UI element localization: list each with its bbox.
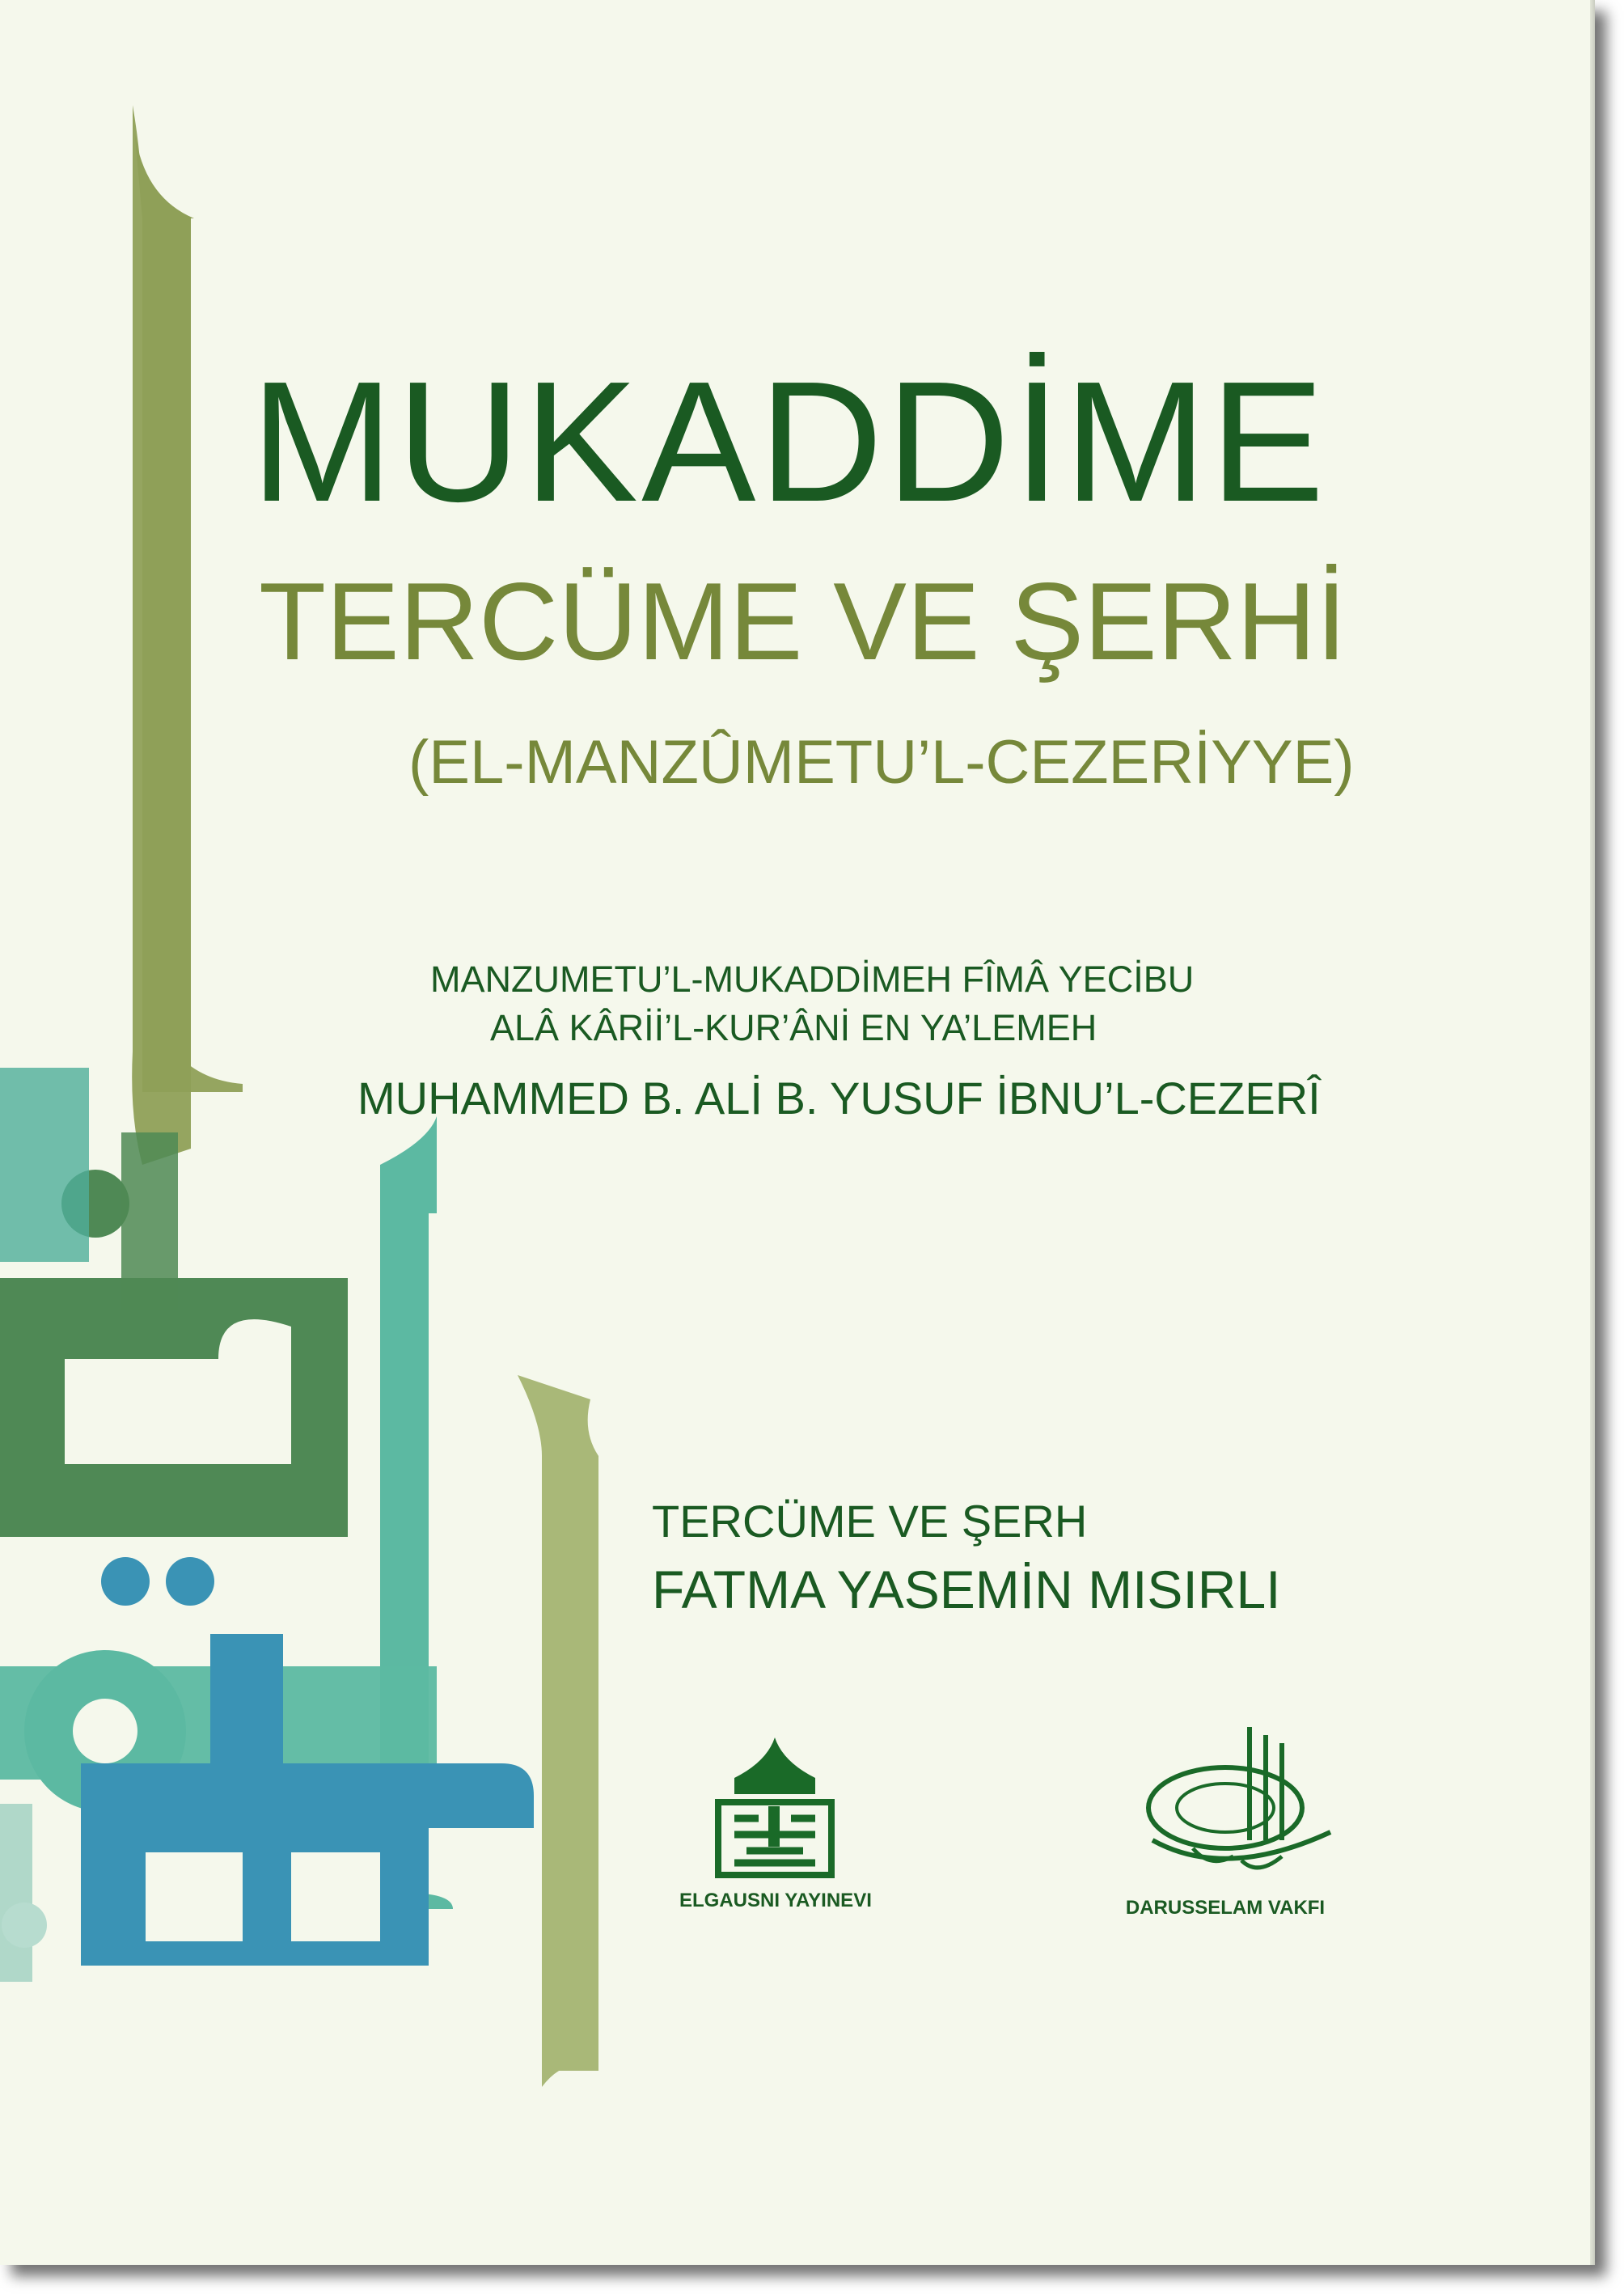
tughra-seal-logo	[1128, 1719, 1339, 1889]
blue-dot-1	[101, 1557, 150, 1606]
teal-top-curve	[380, 1116, 437, 1213]
olive-alif-body	[142, 218, 191, 1092]
dark-green-cutout	[65, 1359, 291, 1464]
alternate-title: (EL-MANZÛMETU’L-CEZERİYYE)	[408, 728, 1355, 797]
publisher-right-name: DARUSSELAM VAKFI	[1125, 1897, 1326, 1919]
translation-label: TERCÜME VE ŞERH	[652, 1496, 1088, 1547]
blue-cutout-1	[146, 1852, 243, 1941]
book-subtitle: TERCÜME VE ŞERHİ	[259, 560, 1347, 683]
author-name: MUHAMMED B. ALİ B. YUSUF İBNU’L-CEZERÎ	[357, 1073, 1321, 1124]
faded-teal-shape	[0, 1804, 32, 1982]
translator-name: FATMA YASEMİN MISIRLI	[652, 1560, 1281, 1619]
blue-cutout-2	[291, 1852, 380, 1941]
blue-dot-2	[166, 1557, 214, 1606]
dark-green-stem	[121, 1132, 178, 1310]
work-title-line-2: ALÂ KÂRİİ’L-KUR’ÂNİ EN YA’LEMEH	[490, 1007, 1097, 1048]
olive-right-body	[542, 1456, 598, 2071]
teal-left-block	[0, 1068, 89, 1262]
publisher-left-name: ELGAUSNI YAYINEVI	[679, 1890, 872, 1911]
olive-alif-top	[133, 109, 194, 218]
blue-stem	[210, 1634, 283, 1780]
cover-edge	[1590, 0, 1595, 2265]
book-title: MUKADDİME	[251, 345, 1328, 537]
teal-loop-hole	[73, 1699, 137, 1763]
faded-teal-dot	[2, 1902, 47, 1948]
mosque-dome-calligraphy-logo	[702, 1729, 848, 1883]
work-title-line-1: MANZUMETU’L-MUKADDİMEH FÎMÂ YECİBU	[430, 959, 1195, 1000]
